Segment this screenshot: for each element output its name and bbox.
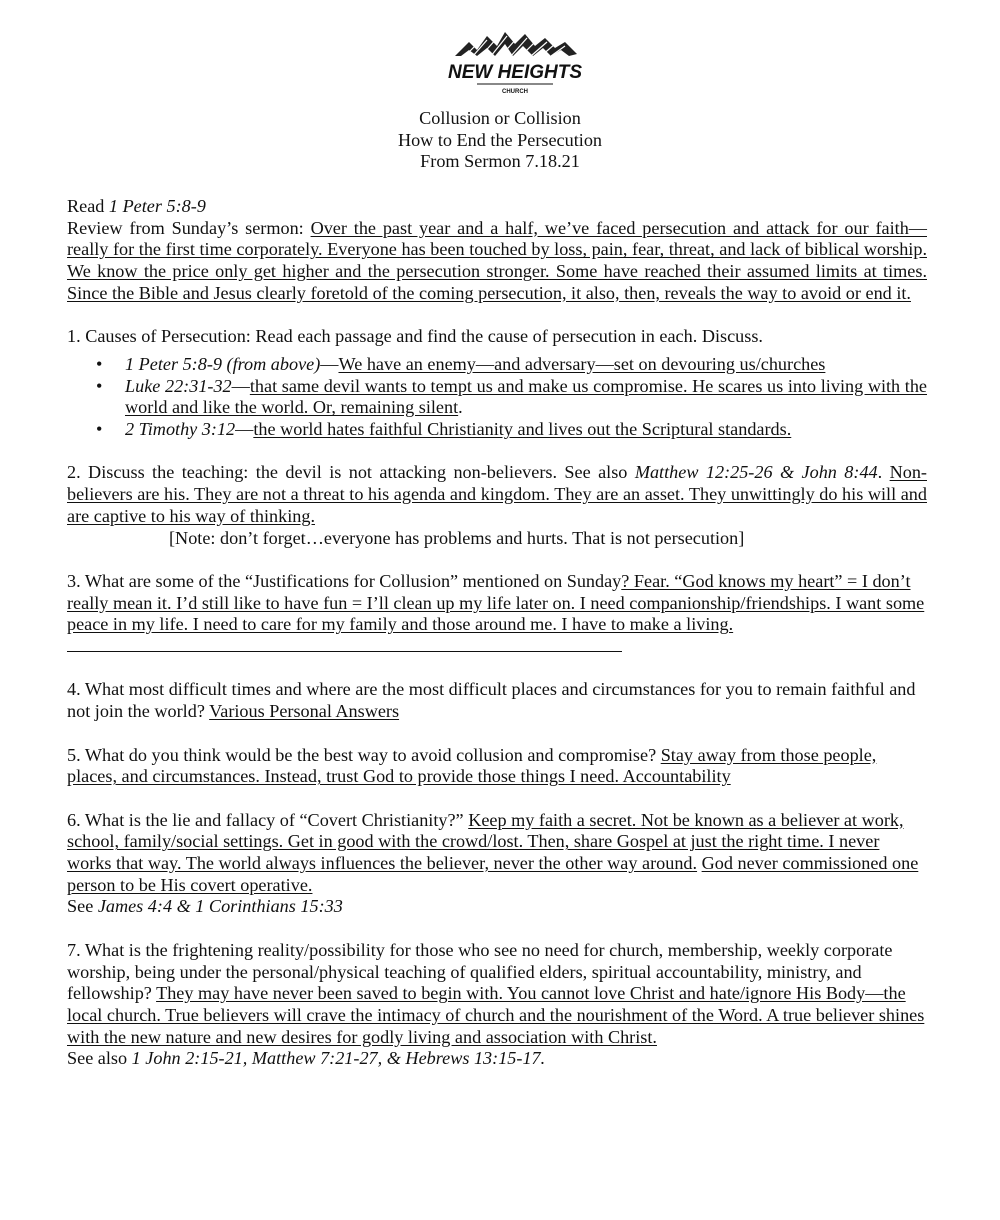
- question-3: [67, 571, 927, 658]
- list-item: • Luke 22:31-32—that same devil wants to tempt us and make us compromise. He scares us into living with the world and like the world. Or, remaining silent.: [67, 376, 927, 419]
- study-guide-body: [67, 196, 927, 1070]
- question-3-text: 3. What are some of the “Justifications for Collusion” mentioned on Sunday: [67, 570, 622, 591]
- church-logo: [447, 26, 583, 98]
- bullet-answer: the world hates faithful Christianity and lives out the Scriptural standards.: [253, 419, 792, 440]
- note-text: [Note: don’t forget…everyone has problems and hurts. That is not persecution]: [169, 527, 745, 548]
- question-7-references: 1 John 2:15-21, Matthew 7:21-27, & Hebrews 13:15-17.: [131, 1048, 546, 1069]
- question-4-text: 4. What most difficult times and where are the most difficult places and circumstances for you to remain faithful and not join the world?: [67, 679, 916, 722]
- answer-blank-line: [67, 637, 622, 652]
- page-subtitle: How to End the Persecution: [397, 129, 603, 150]
- question-1-text: 1. Causes of Persecution: Read each passage and find the cause of persecution in each. Discuss.: [67, 326, 763, 347]
- intro-section: [67, 196, 927, 305]
- see-label: See: [67, 896, 98, 917]
- question-5-text: 5. What do you think would be the best way to avoid collusion and compromise?: [67, 744, 661, 765]
- question-6-references: James 4:4 & 1 Corinthians 15:33: [97, 896, 343, 917]
- question-4-answer: Various Personal Answers: [209, 701, 400, 722]
- bullet-reference: 1 Peter 5:8-9 (from above): [125, 353, 321, 374]
- question-4: [67, 679, 927, 722]
- read-reference: 1 Peter 5:8-9: [108, 196, 206, 216]
- svg-text:NEW HEIGHTS: NEW HEIGHTS: [447, 62, 583, 83]
- bullet-answer: We have an enemy—and adversary—set on devouring us/churches: [338, 353, 826, 374]
- question-2-references: Matthew 12:25-26 & John 8:44: [634, 462, 878, 483]
- question-5: [67, 745, 927, 788]
- see-also-label: See also: [67, 1048, 132, 1069]
- document-header: [0, 108, 1000, 173]
- question-2-text: 2. Discuss the teaching: the devil is not attacking non-believers. See also: [67, 462, 635, 483]
- bullet-reference: Luke 22:31-32: [125, 375, 232, 396]
- question-7-text: 7. What is the frightening reality/possibility for those who see no need for church, membership, weekly corporate worship, being under the personal/physical teaching of qualified elders, spiritual accountability, ministry, and fellowship?: [67, 939, 893, 1004]
- question-2: 2. Discuss the teaching: the devil is not attacking non-believers. See also Matthew 12:25-26 & John 8:44. Non-believers are his. They are not a threat to his agenda and kingdom. They are an asset. They unwittingly do his will and are captive to his way of thinking. [Note: don’t forget…everyone has problems and hurts. That is not persecution]: [67, 462, 927, 548]
- review-label: Review from Sunday’s sermon:: [67, 217, 311, 238]
- svg-text:CHURCH: CHURCH: [502, 89, 528, 95]
- review-answer: Over the past year and a half, we’ve faced persecution and attack for our faith—really for the first time corporately. Everyone has been touched by loss, pain, fear, threat, and lack of biblical worship. We know the price only get higher and the persecution stronger. Some have reached their assumed limits at times. Since the Bible and Jesus clearly foretold of the coming persecution, it also, then, reveals the way to avoid or end it.: [67, 217, 927, 303]
- page-title: Collusion or Collision: [419, 108, 581, 128]
- question-1-list: [67, 354, 927, 441]
- read-label: Read: [67, 196, 109, 216]
- question-1: [67, 326, 927, 441]
- question-7-answer: They may have never been saved to begin with. You cannot love Christ and hate/ignore His Body—the local church. True believers will crave the intimacy of church and the nourishment of the Word. A true believer shines with the new nature and new desires for godly living and association with Christ.: [67, 983, 925, 1047]
- bullet-answer: that same devil wants to tempt us and make us compromise. He scares us into living with the world and like the world. Or, remaining silent: [125, 375, 927, 418]
- question-6-answer: Keep my faith a secret. Not be known as a believer at work, school, family/social settings. Get in good with the crowd/lost. Then, share Gospel at just the right time. I never works that way. The world always influences the believer, never the other way around.: [67, 809, 904, 873]
- list-item: • 2 Timothy 3:12—the world hates faithful Christianity and lives out the Scriptural standards.: [67, 419, 927, 441]
- question-3-answer: ? Fear. “God knows my heart” = I don’t really mean it. I’d still like to have fun = I’ll clean up my life later on. I need companionship/friendships. I want some peace in my life. I need to care for my family and those around me. I have to make a living.: [67, 570, 925, 635]
- sermon-date: From Sermon 7.18.21: [420, 151, 580, 172]
- question-6: [67, 810, 927, 919]
- question-5-answer: Stay away from those people, places, and circumstances. Instead, trust God to provide those things I need. Accountability: [67, 744, 877, 787]
- list-item: • 1 Peter 5:8-9 (from above)—We have an enemy—and adversary—set on devouring us/churches: [67, 354, 927, 376]
- question-7: [67, 940, 927, 1070]
- bullet-reference: 2 Timothy 3:12: [125, 419, 236, 440]
- mountain-logo-icon: [447, 26, 583, 98]
- question-6-text: 6. What is the lie and fallacy of “Covert Christianity?”: [67, 809, 469, 830]
- question-6-answer-2: God never commissioned one person to be His covert operative.: [67, 853, 919, 895]
- question-2-answer: Non-believers are his. They are not a threat to his agenda and kingdom. They are an asset. They unwittingly do his will and are captive to his way of thinking.: [67, 462, 927, 526]
